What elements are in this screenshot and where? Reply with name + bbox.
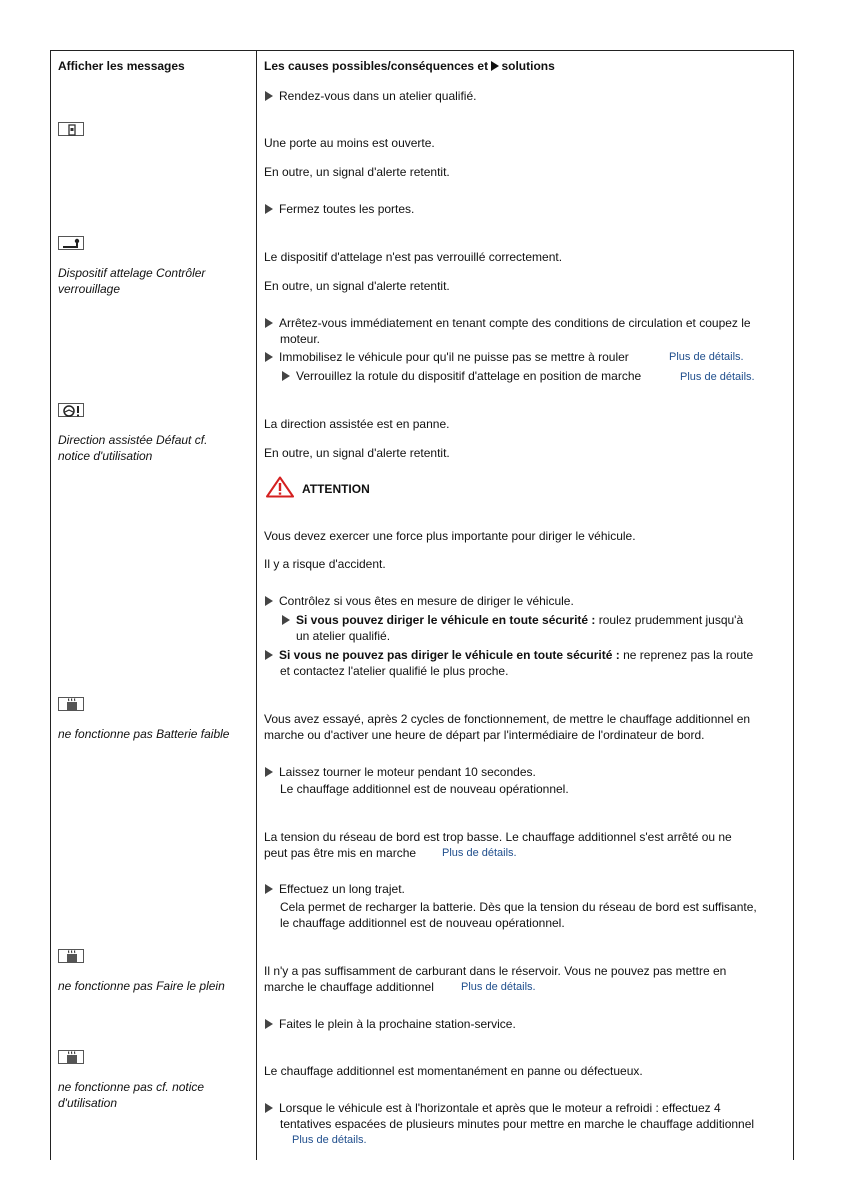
arrow-icon xyxy=(265,352,273,362)
more-details-link[interactable]: Plus de détails. xyxy=(292,1134,367,1146)
auxiliary-heater-icon xyxy=(58,949,84,963)
cause-text: La tension du réseau de bord est trop basse. Le chauffage additionnel s'est arrêté ou ne xyxy=(264,830,732,844)
solution-text: Le chauffage additionnel est de nouveau opérationnel. xyxy=(280,782,569,796)
message-label: d'utilisation xyxy=(58,1096,117,1110)
message-label: ne fonctionne pas Batterie faible xyxy=(58,727,230,741)
cause-text: Le chauffage additionnel est momentanément en panne ou défectueux. xyxy=(264,1064,643,1078)
arrow-icon xyxy=(265,884,273,894)
solution-text: Fermez toutes les portes. xyxy=(279,202,415,216)
door-open-icon xyxy=(58,122,84,136)
cause-text: En outre, un signal d'alerte retentit. xyxy=(264,165,450,179)
cause-text: La direction assistée est en panne. xyxy=(264,417,450,431)
message-label: verrouillage xyxy=(58,282,121,296)
solution-step xyxy=(265,201,414,217)
solution-text: Effectuez un long trajet. xyxy=(279,882,405,896)
arrow-icon xyxy=(265,91,273,101)
solution-text: et contactez l'atelier qualifié le plus proche. xyxy=(280,664,509,678)
solution-step xyxy=(265,1016,516,1032)
cause-text: Il n'y a pas suffisamment de carburant dans le réservoir. Vous ne pouvez pas mettre en xyxy=(264,964,727,978)
solution-step xyxy=(265,88,476,104)
solution-text: le chauffage additionnel est de nouveau opérationnel. xyxy=(280,916,565,930)
auxiliary-heater-icon xyxy=(58,697,84,711)
header-causes-solutions xyxy=(264,58,555,74)
arrow-icon xyxy=(282,615,290,625)
arrow-icon xyxy=(491,61,499,71)
warning-title: ATTENTION xyxy=(302,482,370,496)
solution-text: un atelier qualifié. xyxy=(296,629,391,643)
header-causes-text: Les causes possibles/conséquences et xyxy=(264,59,489,73)
cause-text: marche ou d'activer une heure de départ par l'intermédiaire de l'ordinateur de bord. xyxy=(264,728,705,742)
message-label: ne fonctionne pas cf. notice xyxy=(58,1080,205,1094)
auxiliary-heater-icon xyxy=(58,1050,84,1064)
arrow-icon xyxy=(282,371,290,381)
arrow-icon xyxy=(265,650,273,660)
more-details-link[interactable]: Plus de détails. xyxy=(680,371,755,383)
cause-text: Le dispositif d'attelage n'est pas verrouillé correctement. xyxy=(264,250,563,264)
cause-text: marche le chauffage additionnel xyxy=(264,980,434,994)
solution-step xyxy=(265,647,753,663)
message-label: ne fonctionne pas Faire le plein xyxy=(58,979,225,993)
solution-condition: Si vous pouvez diriger le véhicule en toute sécurité : xyxy=(296,613,596,627)
solution-substep xyxy=(282,368,641,384)
header-display-messages: Afficher les messages xyxy=(58,59,185,73)
more-details-link[interactable]: Plus de détails. xyxy=(669,351,744,363)
solution-step xyxy=(265,764,536,780)
solution-step xyxy=(265,881,405,897)
cause-text: En outre, un signal d'alerte retentit. xyxy=(264,279,450,293)
trailer-hitch-icon xyxy=(58,236,84,250)
solution-text: Immobilisez le véhicule pour qu'il ne puisse pas se mettre à rouler xyxy=(279,350,629,364)
steering-warning-icon xyxy=(58,403,84,417)
warning-triangle-icon xyxy=(266,476,294,498)
cause-text: Vous avez essayé, après 2 cycles de fonctionnement, de mettre le chauffage additionnel en xyxy=(264,712,751,726)
arrow-icon xyxy=(265,318,273,328)
solution-text: Cela permet de recharger la batterie. Dès que la tension du réseau de bord est suffisante, xyxy=(280,900,757,914)
message-label: Dispositif attelage Contrôler xyxy=(58,266,206,280)
solution-condition: Si vous ne pouvez pas diriger le véhicule en toute sécurité : xyxy=(279,648,620,662)
header-solutions-text: solutions xyxy=(501,59,555,73)
solution-text: Contrôlez si vous êtes en mesure de diriger le véhicule. xyxy=(279,594,574,608)
solution-text: Lorsque le véhicule est à l'horizontale et après que le moteur a refroidi : effectuez 4 xyxy=(279,1101,721,1115)
solution-step xyxy=(265,315,751,331)
solution-text: roulez prudemment jusqu'à xyxy=(598,613,744,627)
solution-text: ne reprenez pas la route xyxy=(623,648,754,662)
solution-step xyxy=(265,1100,721,1116)
more-details-link[interactable]: Plus de détails. xyxy=(461,981,536,993)
solution-text: tentatives espacées de plusieurs minutes pour mettre en marche le chauffage additionnel xyxy=(280,1117,755,1131)
message-label: notice d'utilisation xyxy=(58,449,153,463)
solution-text: moteur. xyxy=(280,332,321,346)
cause-text: En outre, un signal d'alerte retentit. xyxy=(264,446,450,460)
solution-text: Verrouillez la rotule du dispositif d'attelage en position de marche xyxy=(296,369,642,383)
cause-text: Une porte au moins est ouverte. xyxy=(264,136,435,150)
message-label: Direction assistée Défaut cf. xyxy=(58,433,208,447)
solution-text: Laissez tourner le moteur pendant 10 secondes. xyxy=(279,765,536,779)
solution-text: Rendez-vous dans un atelier qualifié. xyxy=(279,89,477,103)
arrow-icon xyxy=(265,1019,273,1029)
warning-text: Il y a risque d'accident. xyxy=(264,557,386,571)
arrow-icon xyxy=(265,1103,273,1113)
solution-text: Arrêtez-vous immédiatement en tenant compte des conditions de circulation et coupez le xyxy=(279,316,751,330)
arrow-icon xyxy=(265,767,273,777)
arrow-icon xyxy=(265,204,273,214)
solution-text: Faites le plein à la prochaine station-service. xyxy=(279,1017,516,1031)
more-details-link[interactable]: Plus de détails. xyxy=(442,847,517,859)
solution-step xyxy=(265,349,629,365)
cause-text: peut pas être mis en marche xyxy=(264,846,417,860)
column-divider xyxy=(256,50,257,1160)
solution-substep xyxy=(282,612,743,628)
arrow-icon xyxy=(265,596,273,606)
warning-text: Vous devez exercer une force plus importante pour diriger le véhicule. xyxy=(264,529,636,543)
solution-step xyxy=(265,593,574,609)
